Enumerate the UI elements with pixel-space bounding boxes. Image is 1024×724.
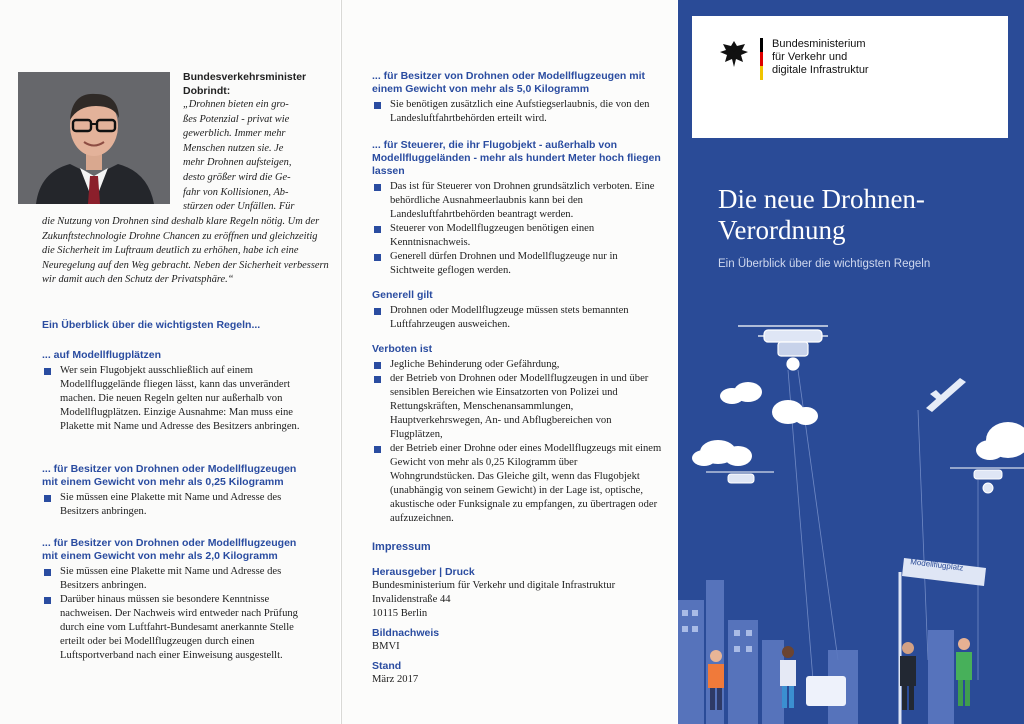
person-icon bbox=[900, 642, 916, 710]
rule-item: Sie müssen eine Plakette mit Name und Adresse des Besitzers anbringen. bbox=[42, 491, 304, 519]
publisher-label: Herausgeber | Druck bbox=[372, 566, 475, 578]
section-over-025kg bbox=[42, 463, 304, 519]
rule-item: Jegliche Behinderung oder Gefährdung, bbox=[372, 358, 662, 372]
rule-item: der Betrieb einer Drohne oder eines Modellflugzeugs mit einem Gewicht von mehr als 0,25 Kilogramm über Wohngrundstücken. Das Gleiche gilt, wenn das Flugobjekt (unabhängig von seinem Gewicht) in der Lage ist, optische, akustische oder Funksignale zu empfangen, zu übertragen oder aufzuzeichnen. bbox=[372, 442, 662, 526]
federal-eagle-icon bbox=[718, 38, 750, 70]
cover-title-line: Die neue Drohnen- bbox=[718, 184, 925, 214]
bench-icon bbox=[806, 676, 846, 706]
drone-large-icon bbox=[738, 326, 828, 370]
panel-cover bbox=[678, 0, 1024, 724]
publisher-line: Bundesministerium für Verkehr und digitale Infrastruktur bbox=[372, 580, 616, 591]
rule-item: Sie müssen eine Plakette mit Name und Adresse des Besitzers anbringen. bbox=[42, 565, 304, 593]
section-heading: ... für Besitzer von Drohnen oder Modellflugzeugen mit einem Gewicht von mehr als 5,0 Kilogramm bbox=[372, 70, 646, 95]
ministry-name-line: Bundesministerium bbox=[772, 38, 866, 50]
quote-line: ßes Potenzial - privat wie bbox=[183, 113, 290, 125]
cloud-icon bbox=[720, 382, 762, 404]
section-prohibited bbox=[372, 343, 662, 526]
minister-portrait-icon bbox=[18, 72, 170, 204]
person-icon bbox=[956, 638, 972, 706]
date-label: Stand bbox=[372, 660, 402, 672]
quote-line: „Drohnen bieten ein gro- bbox=[183, 99, 289, 110]
section-heading: ... für Besitzer von Drohnen oder Modellflugzeugen mit einem Gewicht von mehr als 2,0 Kilogramm bbox=[42, 537, 297, 562]
rule-item: der Betrieb von Drohnen oder Modellflugzeugen in und über sensiblen Bereichen wie Einsatzorten von Polizei und Rettungskräften, Menschenansammlungen, Hauptverkehrswegen, An- und Abflugbereichen von Flugplätzen, bbox=[372, 372, 662, 442]
rule-item: Darüber hinaus müssen sie besondere Kenntnisse nachweisen. Der Nachweis wird entweder nach Prüfung durch eine vom Luftfahrt-Bundesamt anerkannte Stelle erteilt oder bei Modellflugzeugen durch einen Luftsportverband nach einer Einweisung ausgestellt. bbox=[42, 593, 304, 663]
quote-line: Menschen nutzen sie. Je bbox=[183, 142, 284, 154]
rule-item: Sie benötigen zusätzlich eine Aufstiegserlaubnis, die von den Landesluftfahrtbehörden erteilt wird. bbox=[372, 98, 662, 126]
rule-item: Wer sein Flugobjekt ausschließlich auf einem Modellfluggelände fliegen lässt, kann das unverändert machen. Die neuen Regeln gelten nur außerhalb von Modellflugplätzen. Einzige Ausnahme: Man muss eine Plakette mit Name und Adresse des Besitzers anbringen. bbox=[42, 364, 304, 434]
section-heading: ... für Steuerer, die ihr Flugobjekt - außerhalb von Modellfluggeländen - mehr als hundert Meter hoch fliegen lassen bbox=[372, 139, 661, 177]
rule-item: Drohnen oder Modellflugzeuge müssen stets bemannten Luftfahrzeugen ausweichen. bbox=[372, 304, 662, 332]
cover-subtitle: Ein Überblick über die wichtigsten Regeln bbox=[718, 258, 931, 270]
date-value: März 2017 bbox=[372, 674, 419, 685]
ministry-logo-box bbox=[692, 16, 1008, 138]
cloud-icon bbox=[692, 440, 752, 466]
rule-item: Das ist für Steuerer von Drohnen grundsätzlich verboten. Eine behördliche Ausnahmeerlaubnis kann bei den Landesluftfahrtbehörden beantragt werden. bbox=[372, 180, 662, 222]
section-heading: Verboten ist bbox=[372, 343, 433, 355]
quote-line: fahr von Kollisionen, Ab- bbox=[183, 186, 289, 198]
ministry-name-line: für Verkehr und bbox=[772, 51, 848, 63]
quote-intro bbox=[183, 98, 331, 215]
ministry-name bbox=[772, 38, 869, 77]
panel-left bbox=[0, 0, 340, 724]
panel-middle bbox=[341, 0, 677, 724]
ministry-name-line: digitale Infrastruktur bbox=[772, 64, 869, 76]
section-over-2kg bbox=[42, 537, 304, 663]
minister-photo bbox=[18, 72, 170, 204]
section-over-5kg bbox=[372, 70, 662, 126]
impressum-heading: Impressum bbox=[372, 541, 431, 553]
quote-line: stürzen oder Unfällen. Für bbox=[183, 201, 295, 213]
credits-value: BMVI bbox=[372, 641, 400, 652]
quote-line: desto größer wird die Ge- bbox=[183, 171, 291, 183]
section-over-100m bbox=[372, 139, 662, 278]
impressum bbox=[372, 541, 662, 687]
flag-black bbox=[760, 38, 763, 52]
flag-gold bbox=[760, 66, 763, 80]
quote-line: gewerblich. Immer mehr bbox=[183, 128, 286, 140]
cover-title bbox=[718, 184, 1008, 246]
drone-city-illustration bbox=[678, 300, 1024, 724]
model-plane-icon bbox=[926, 378, 966, 412]
rule-item: Generell dürfen Drohnen und Modellflugzeuge nur in Sichtweite geflogen werden. bbox=[372, 250, 662, 278]
overview-heading: Ein Überblick über die wichtigsten Regeln... bbox=[42, 319, 261, 331]
section-heading: Generell gilt bbox=[372, 289, 433, 301]
quote-line: mehr Drohnen aufsteigen, bbox=[183, 157, 292, 169]
drone-small-icon bbox=[950, 468, 1024, 493]
section-heading: ... für Besitzer von Drohnen oder Modellflugzeugen mit einem Gewicht von mehr als 0,25 Kilogramm bbox=[42, 463, 297, 488]
credits-label: Bildnachweis bbox=[372, 627, 440, 639]
flag-red bbox=[760, 52, 763, 66]
section-heading: ... auf Modellflugplätzen bbox=[42, 349, 161, 361]
section-model-airfields bbox=[42, 349, 304, 434]
publisher-line: 10115 Berlin bbox=[372, 608, 428, 619]
publisher-line: Invalidenstraße 44 bbox=[372, 594, 451, 605]
cloud-icon bbox=[772, 400, 818, 425]
rule-item: Steuerer von Modellflugzeugen benötigen einen Kenntnisnachweis. bbox=[372, 222, 662, 250]
section-general bbox=[372, 289, 662, 332]
cloud-icon bbox=[976, 422, 1024, 460]
quote-continuation: die Nutzung von Drohnen sind deshalb klare Regeln nötig. Um der Zukunftstechnologie Drohne Chancen zu eröffnen und gleichzeitig die Sicherheit im Luftraum deutlich zu erhöhen, habe ich eine Neuregelung auf den Weg gebracht. Neben der Sicherheit verbessern wir damit auch den Schutz der Privatsphäre.“ bbox=[42, 216, 329, 286]
cover-title-line: Verordnung bbox=[718, 215, 846, 245]
drone-small-icon bbox=[706, 472, 774, 483]
sign-label: Modellflugplatz bbox=[909, 557, 964, 573]
quote-author: Bundesverkehrsminister Dobrindt: bbox=[183, 71, 307, 97]
